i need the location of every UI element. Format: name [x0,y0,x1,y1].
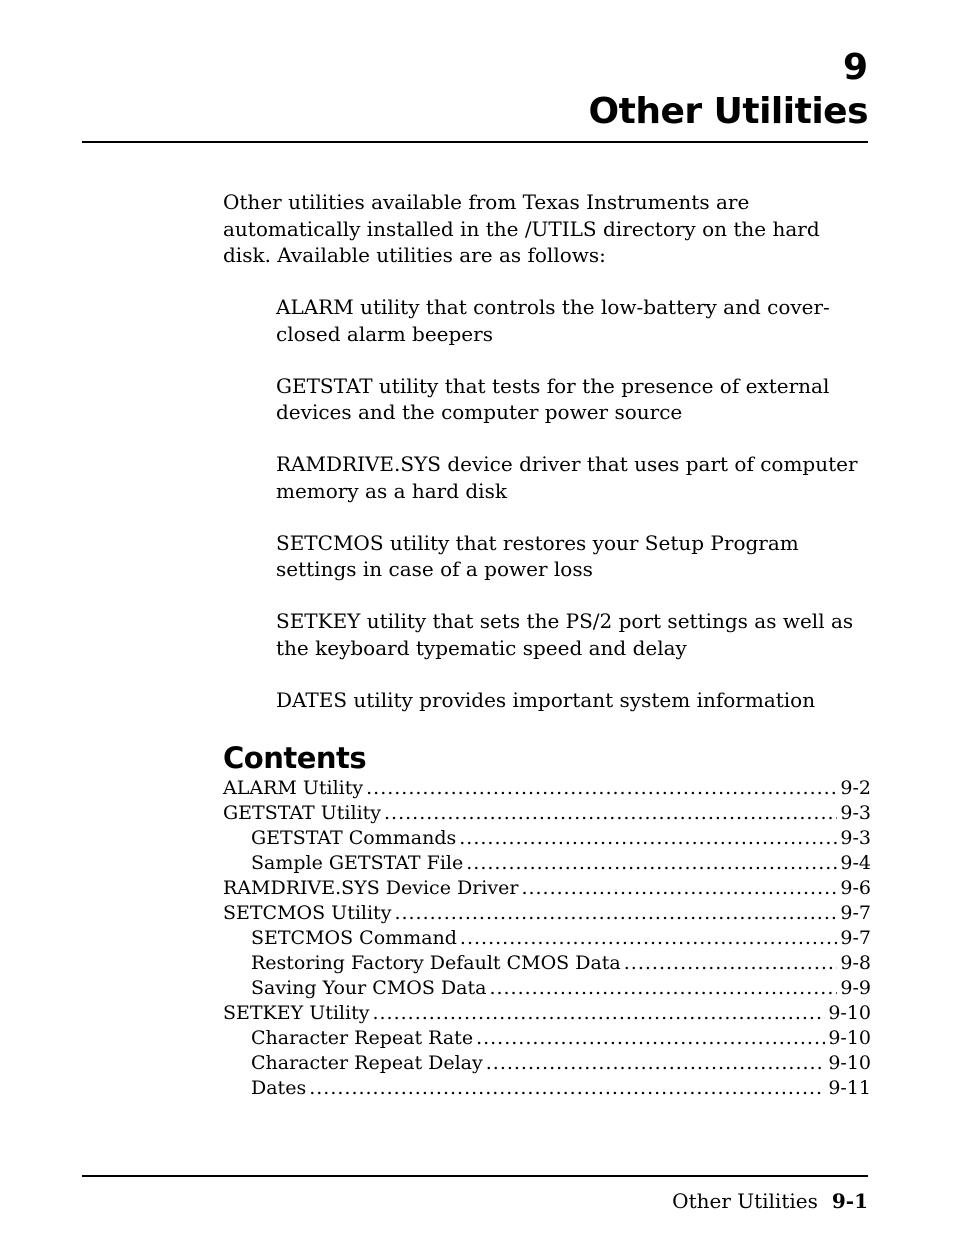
header-rule [82,141,868,143]
toc-entry [223,926,871,951]
page-number: 9-1 [831,1189,868,1213]
toc-entry-title: Sample GETSTAT File [251,852,464,874]
utility-item-setkey: SETKEY utility that sets the PS/2 port settings as well as the keyboard typematic speed and delay [276,609,854,660]
toc-entry-title: Character Repeat Rate [251,1027,474,1049]
toc-dot-leader [394,901,837,926]
toc-entry [223,1026,871,1051]
toc-entry [223,976,871,1001]
toc-entry-page: 9-10 [828,1002,871,1024]
toc-dot-leader [459,826,837,851]
contents-heading: Contents [223,741,367,775]
page-footer [672,1188,868,1214]
toc-dot-leader [372,1001,825,1026]
toc-entry-page: 9-10 [828,1052,871,1074]
toc-entry [223,1076,871,1101]
toc-entry [223,901,871,926]
toc-entry-page: 9-7 [840,927,871,949]
toc-entry [223,876,871,901]
toc-entry-page: 9-3 [840,802,871,824]
footer-rule [82,1175,868,1177]
toc-entry-page: 9-7 [840,902,871,924]
toc-dot-leader [624,951,838,976]
toc-dot-leader [466,851,837,876]
toc-entry [223,826,871,851]
toc-entry-page: 9-2 [840,777,871,799]
toc-entry-title: GETSTAT Utility [223,802,382,824]
utility-item-alarm: ALARM utility that controls the low-battery and cover-closed alarm beepers [276,295,830,346]
footer-label: Other Utilities [672,1189,818,1213]
toc-dot-leader [476,1026,825,1051]
toc-dot-leader [460,926,837,951]
toc-dot-leader [384,801,837,826]
toc-entry [223,776,871,801]
toc-entry-title: Restoring Factory Default CMOS Data [251,952,621,974]
toc-entry-page: 9-6 [840,877,871,899]
toc-dot-leader [366,776,837,801]
utility-list [276,294,866,739]
toc-entry-title: Saving Your CMOS Data [251,977,487,999]
toc-entry-title: SETCMOS Utility [223,902,392,924]
toc-entry-page: 9-4 [840,852,871,874]
toc-dot-leader [309,1076,825,1101]
utility-item-getstat: GETSTAT utility that tests for the presence of external devices and the computer power source [276,373,830,424]
toc-entry-page: 9-3 [840,827,871,849]
toc-dot-leader [489,976,837,1001]
toc-entry [223,1051,871,1076]
toc-entry-title: ALARM Utility [223,777,364,799]
utility-item-dates: DATES utility provides important system information [276,687,816,712]
toc-entry-page: 9-8 [840,952,871,974]
toc-entry-title: Dates [251,1077,307,1099]
toc-entry-page: 9-10 [828,1027,871,1049]
toc-entry-title: GETSTAT Commands [251,827,457,849]
toc-entry-page: 9-9 [840,977,871,999]
toc-dot-leader [521,876,837,901]
toc-dot-leader [486,1051,826,1076]
toc-entry-title: Character Repeat Delay [251,1052,483,1074]
utility-item-ramdrive: RAMDRIVE.SYS device driver that uses part of computer memory as a hard disk [276,452,858,503]
toc-entry-title: SETKEY Utility [223,1002,370,1024]
intro-paragraph: Other utilities available from Texas Instruments are automatically installed in the /UTILS directory on the hard disk. Available utilities are as follows: [223,190,820,267]
utility-item-setcmos: SETCMOS utility that restores your Setup Program settings in case of a power loss [276,530,799,581]
toc-entry [223,851,871,876]
chapter-title: Other Utilities [588,91,868,132]
chapter-header [82,46,868,134]
toc-entry [223,951,871,976]
chapter-number: 9 [842,47,868,88]
table-of-contents [223,776,871,1101]
toc-entry [223,1001,871,1026]
toc-entry [223,801,871,826]
toc-entry-title: SETCMOS Command [251,927,457,949]
toc-entry-title: RAMDRIVE.SYS Device Driver [223,877,519,899]
toc-entry-page: 9-11 [828,1077,871,1099]
